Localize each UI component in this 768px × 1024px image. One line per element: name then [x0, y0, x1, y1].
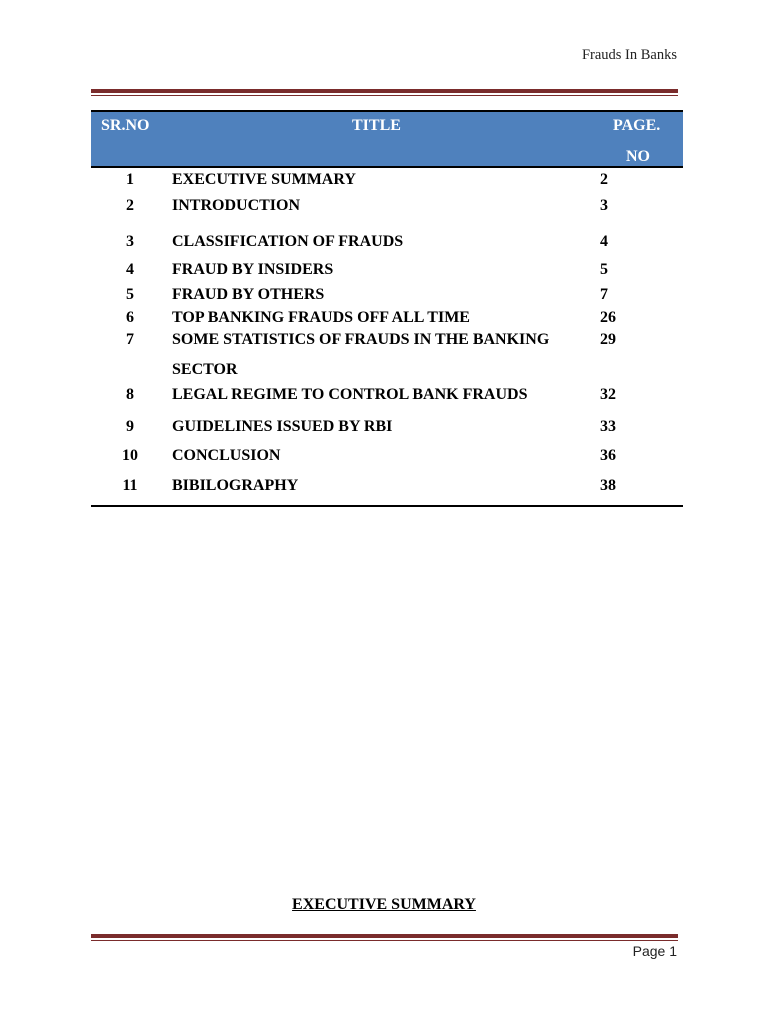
table-of-contents	[91, 110, 683, 506]
column-header-page	[613, 110, 673, 172]
row-title: GUIDELINES ISSUED BY RBI	[172, 418, 393, 435]
row-page: 3	[600, 197, 608, 214]
row-page: 7	[600, 286, 608, 303]
row-number: 10	[122, 447, 138, 464]
row-number: 3	[126, 233, 134, 250]
row-number: 4	[126, 261, 134, 278]
column-header-title: TITLE	[352, 117, 401, 134]
document-header: Frauds In Banks	[581, 47, 677, 63]
row-page: 36	[600, 447, 616, 464]
row-page: 4	[600, 233, 608, 250]
row-title: BIBILOGRAPHY	[172, 477, 299, 494]
row-number: 5	[126, 286, 134, 303]
column-header-srno: SR.NO	[101, 117, 150, 134]
page-number: Page 1	[632, 943, 677, 959]
row-page: 38	[600, 477, 616, 494]
row-title: TOP BANKING FRAUDS OFF ALL TIME	[172, 309, 470, 326]
section-heading: EXECUTIVE SUMMARY	[292, 896, 476, 913]
row-page: 26	[600, 309, 616, 326]
row-number: 1	[126, 171, 134, 188]
row-page: 2	[600, 171, 608, 188]
row-number: 11	[122, 477, 138, 494]
row-title: SOME STATISTICS OF FRAUDS IN THE BANKING SECTOR	[172, 331, 550, 378]
row-title: FRAUD BY OTHERS	[172, 286, 325, 303]
row-number: 6	[126, 309, 134, 326]
row-title: CONCLUSION	[172, 447, 281, 464]
header-divider	[91, 89, 678, 96]
table-bottom-border	[91, 505, 683, 507]
row-title: FRAUD BY INSIDERS	[172, 261, 334, 278]
row-number: 7	[126, 331, 134, 348]
row-title: INTRODUCTION	[172, 197, 301, 214]
row-number: 8	[126, 386, 134, 403]
table-header-row	[91, 112, 683, 166]
column-header-page-line1: PAGE.	[613, 117, 661, 134]
row-title: CLASSIFICATION OF FRAUDS	[172, 233, 404, 250]
row-title: LEGAL REGIME TO CONTROL BANK FRAUDS	[172, 386, 528, 403]
table-body	[91, 168, 683, 506]
row-page: 29	[600, 331, 616, 348]
column-header-page-line2: NO	[626, 148, 650, 165]
footer-divider	[91, 934, 678, 941]
row-number: 9	[126, 418, 134, 435]
row-page: 32	[600, 386, 616, 403]
row-title: EXECUTIVE SUMMARY	[172, 171, 356, 188]
row-number: 2	[126, 197, 134, 214]
row-page: 5	[600, 261, 608, 278]
row-page: 33	[600, 418, 616, 435]
